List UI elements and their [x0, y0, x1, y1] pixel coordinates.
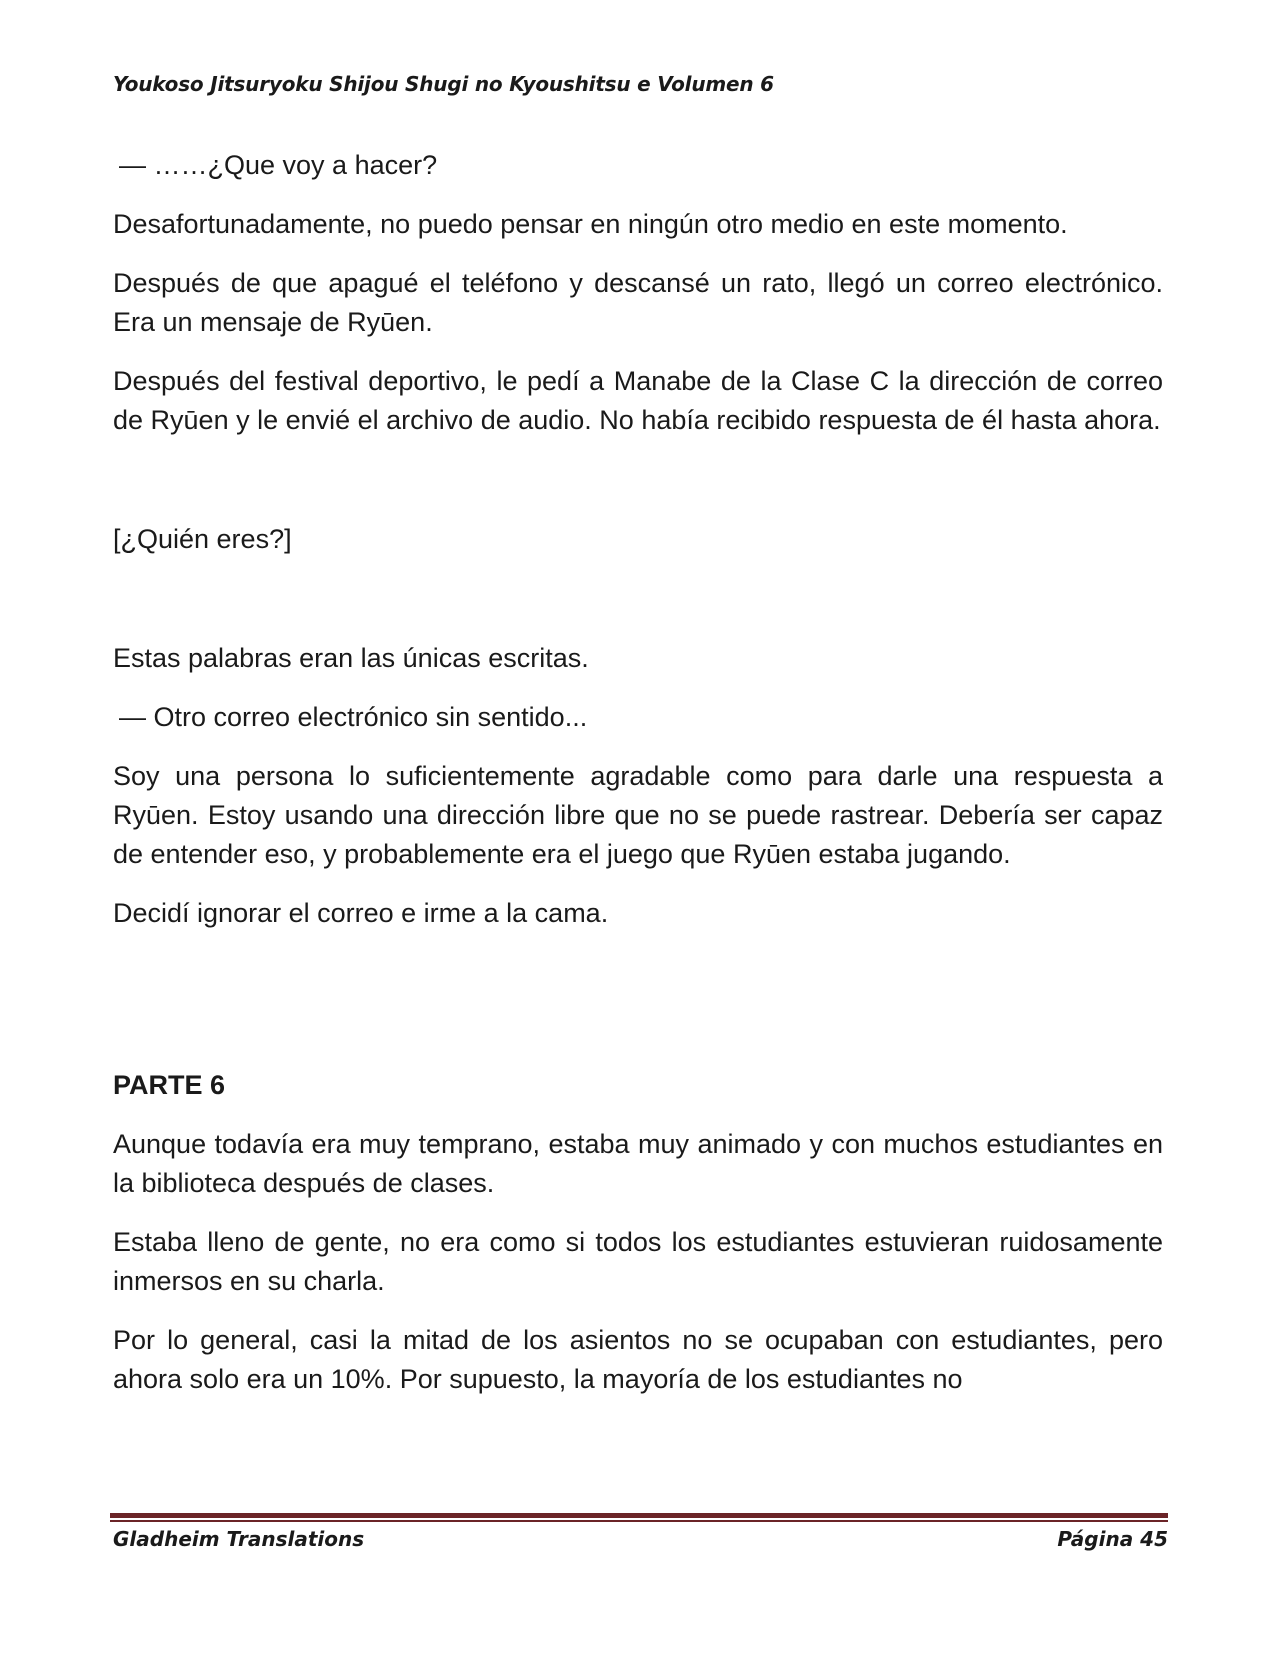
running-header: Youkoso Jitsuryoku Shijou Shugi no Kyoushitsu e Volumen 6	[113, 72, 774, 96]
footer-rule-thick	[110, 1513, 1168, 1518]
section-paragraph-3: Por lo general, casi la mitad de los asientos no se ocupaban con estudiantes, pero ahora solo era un 10%. Por supuesto, la mayoría de los estudiantes no	[113, 1325, 1163, 1394]
paragraph-9: Decidí ignorar el correo e irme a la cama.	[113, 898, 609, 928]
body-text	[113, 146, 1163, 1419]
section-paragraph-2: Estaba lleno de gente, no era como si todos los estudiantes estuvieran ruidosamente inmersos en su charla.	[113, 1227, 1163, 1296]
paragraph-7: — Otro correo electrónico sin sentido...	[119, 702, 588, 732]
paragraph-6: Estas palabras eran las únicas escritas.	[113, 643, 589, 673]
paragraph-3: Después de que apagué el teléfono y descansé un rato, llegó un correo electrónico. Era un mensaje de Ryūen.	[113, 268, 1163, 337]
paragraph-1: — ……¿Que voy a hacer?	[119, 150, 438, 180]
paragraph-8: Soy una persona lo suficientemente agradable como para darle una respuesta a Ryūen. Estoy usando una dirección libre que no se puede rastrear. Debería ser capaz de entender eso, y probablemente era el juego que Ryūen estaba jugando.	[113, 761, 1163, 869]
email-content: [¿Quién eres?]	[113, 524, 292, 554]
page-number: Página 45	[1057, 1527, 1168, 1551]
paragraph-2: Desafortunadamente, no puedo pensar en ningún otro medio en este momento.	[113, 209, 1068, 239]
paragraph-4: Después del festival deportivo, le pedí a Manabe de la Clase C la dirección de correo de Ryūen y le envié el archivo de audio. No había recibido respuesta de él hasta ahora.	[113, 366, 1163, 435]
footer-rule-thin	[110, 1520, 1168, 1522]
section-paragraph-1: Aunque todavía era muy temprano, estaba muy animado y con muchos estudiantes en la biblioteca después de clases.	[113, 1129, 1163, 1198]
section-heading: PARTE 6	[113, 1070, 226, 1100]
footer-publisher: Gladheim Translations	[113, 1527, 365, 1551]
